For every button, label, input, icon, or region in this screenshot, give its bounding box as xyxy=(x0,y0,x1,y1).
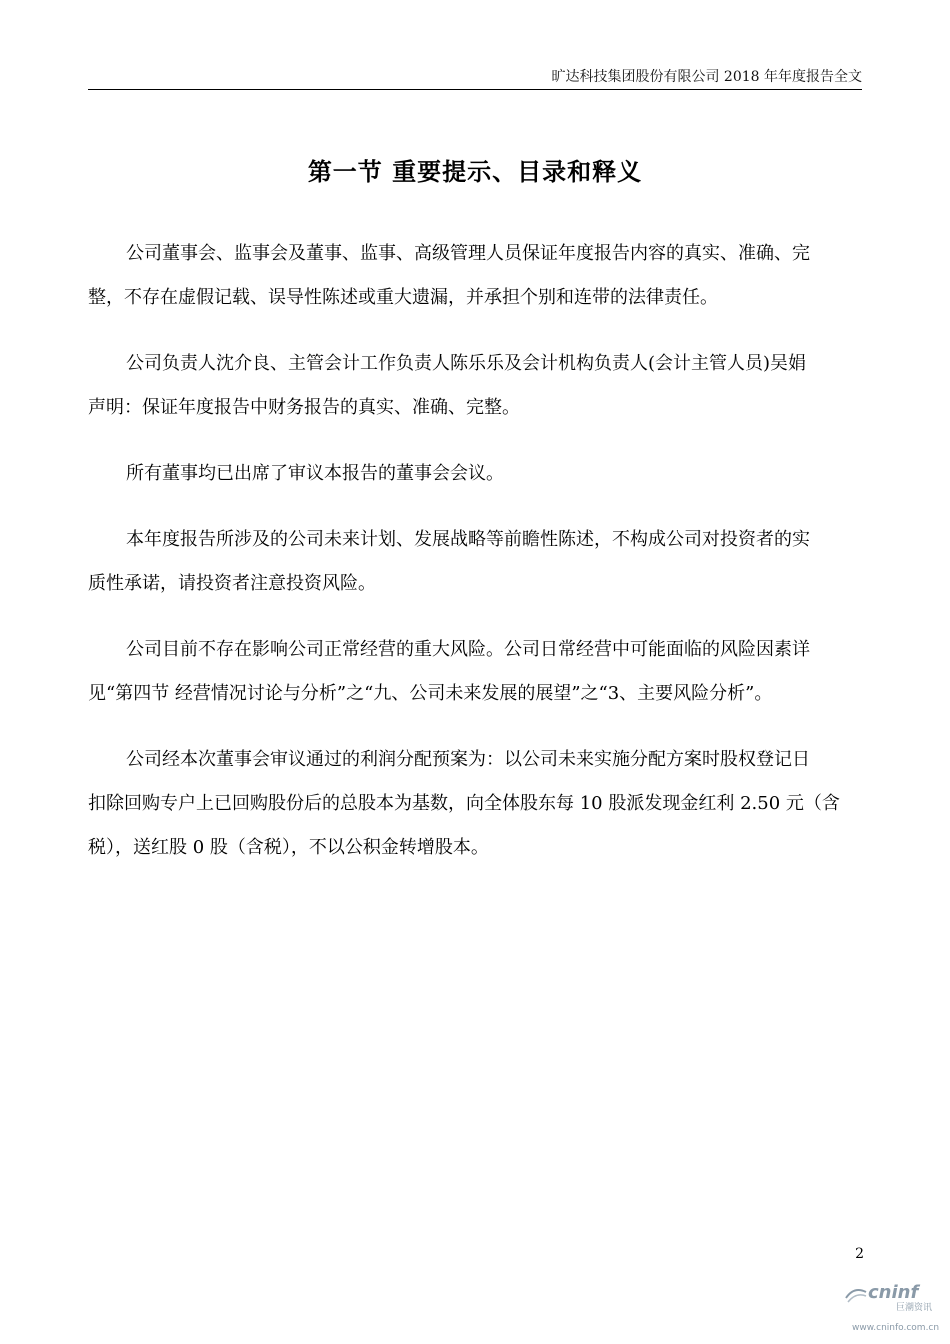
paragraph-line: 所有董事均已出席了审议本报告的董事会会议。 xyxy=(126,463,504,484)
paragraph-line: 税），送红股 0 股（含税），不以公积金转增股本。 xyxy=(88,837,489,858)
paragraph-risk-factors xyxy=(88,628,862,716)
paragraph-line: 扣除回购专户上已回购股份后的总股本为基数，向全体股东每 10 股派发现金红利 2.50 元（含 xyxy=(88,793,840,814)
watermark-url: www.cninfo.com.cn xyxy=(852,1323,940,1333)
watermark-sub-text: 巨潮资讯 xyxy=(896,1303,933,1313)
paragraph-line: 声明：保证年度报告中财务报告的真实、准确、完整。 xyxy=(88,397,520,418)
paragraph-line: 公司目前不存在影响公司正常经营的重大风险。公司日常经营中可能面临的风险因素详 xyxy=(126,639,810,660)
page-number: 2 xyxy=(855,1246,864,1262)
paragraph-forward-looking xyxy=(88,518,862,606)
paragraph-line: 质性承诺，请投资者注意投资风险。 xyxy=(88,573,376,594)
header-divider xyxy=(88,89,862,90)
cninfo-watermark xyxy=(842,1282,946,1334)
paragraph-responsible-persons xyxy=(88,342,862,430)
paragraph-line: 本年度报告所涉及的公司未来计划、发展战略等前瞻性陈述，不构成公司对投资者的实 xyxy=(126,529,810,550)
paragraph-line: 公司董事会、监事会及董事、监事、高级管理人员保证年度报告内容的真实、准确、完 xyxy=(126,243,810,264)
paragraph-line: 见“第四节 经营情况讨论与分析”之“九、公司未来发展的展望”之“3、主要风险分析”。 xyxy=(88,683,773,704)
report-header-title: 旷达科技集团股份有限公司 2018 年年度报告全文 xyxy=(551,69,862,85)
paragraph-profit-distribution xyxy=(88,738,862,870)
paragraph-line: 公司经本次董事会审议通过的利润分配预案为：以公司未来实施分配方案时股权登记日 xyxy=(126,749,810,770)
paragraph-line: 整，不存在虚假记载、误导性陈述或重大遗漏，并承担个别和连带的法律责任。 xyxy=(88,287,718,308)
watermark-logo-text: cninf xyxy=(868,1282,919,1303)
section-title: 第一节 重要提示、目录和释义 xyxy=(307,157,643,186)
paragraph-line: 公司负责人沈介良、主管会计工作负责人陈乐乐及会计机构负责人(会计主管人员)吴娟 xyxy=(126,353,807,374)
paragraph-directors-attendance xyxy=(88,452,862,496)
paragraph-board-guarantee xyxy=(88,232,862,320)
